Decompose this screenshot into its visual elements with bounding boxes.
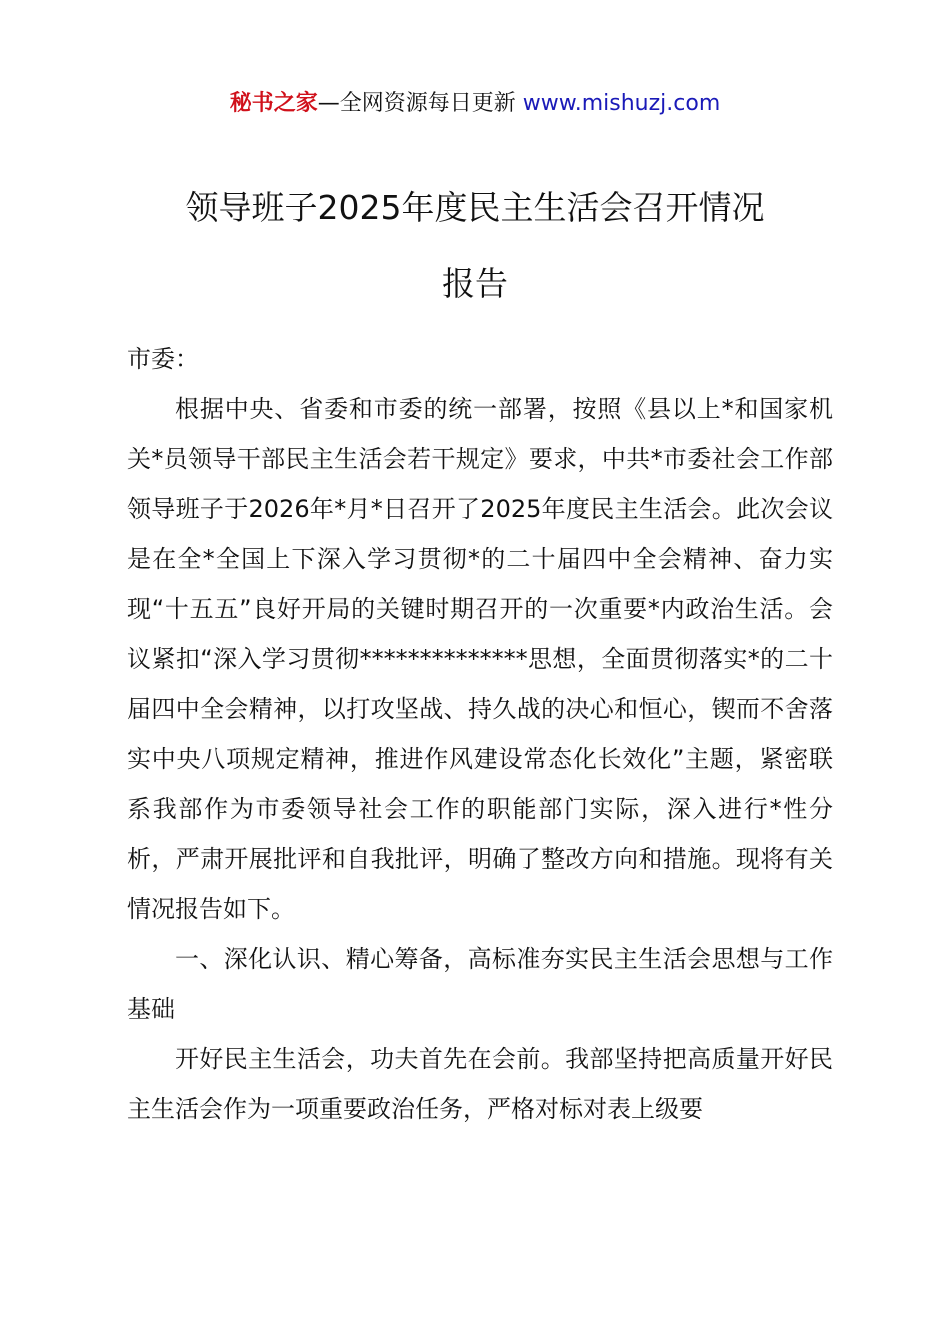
salutation: 市委：	[127, 345, 199, 373]
site-brand: 秘书之家	[229, 91, 318, 116]
site-url-link[interactable]: www.mishuzj.com	[522, 91, 721, 116]
site-slogan: —全网资源每日更新	[317, 91, 523, 116]
document-title-line-1: 领导班子2025年度民主生活会召开情况	[185, 188, 765, 227]
document-body	[127, 334, 833, 1134]
site-header	[0, 86, 950, 122]
section-heading-1: 一、深化认识、精心筹备，高标准夯实民主生活会思想与工作基础	[127, 945, 833, 1023]
document-title-line-2: 报告	[442, 264, 508, 303]
paragraph-section-1: 开好民主生活会，功夫首先在会前。我部坚持把高质量开好民主生活会作为一项重要政治任务，严格对标对表上级要	[127, 1045, 833, 1123]
paragraph-intro: 根据中央、省委和市委的统一部署，按照《县以上*和国家机关*员领导干部民主生活会若干规定》要求，中共*市委社会工作部领导班子于2026年*月*日召开了2025年度民主生活会。此次会议是在全*全国上下深入学习贯彻*的二十届四中全会精神、奋力实现“十五五”良好开局的关键时期召开的一次重要*内政治生活。会议紧扣“深入学习贯彻**************思想，全面贯彻落实*的二十届四中全会精神，以打攻坚战、持久战的决心和恒心，锲而不舍落实中央八项规定精神，推进作风建设常态化长效化”主题，紧密联系我部作为市委领导社会工作的职能部门实际，深入进行*性分析，严肃开展批评和自我批评，明确了整改方向和措施。现将有关情况报告如下。	[127, 395, 833, 923]
